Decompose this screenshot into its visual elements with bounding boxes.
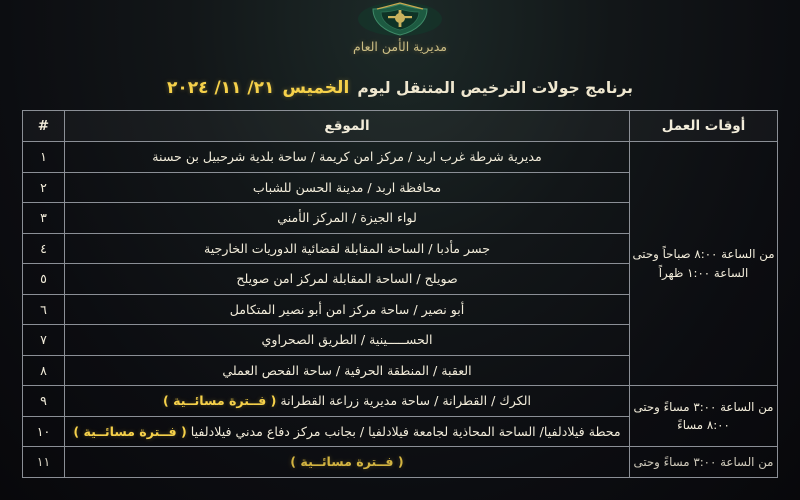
row-number: ٢ bbox=[23, 172, 65, 203]
row-number: ٥ bbox=[23, 264, 65, 295]
location-cell: مديرية شرطة غرب اربد / مركز امن كريمة / ساحة بلدية شرحبيل بن حسنة bbox=[65, 142, 630, 173]
location-cell: العقبة / المنطقة الحرفية / ساحة الفحص العملي bbox=[65, 355, 630, 386]
title-day: الخميس bbox=[282, 78, 350, 98]
location-cell: محافظة اربد / مدينة الحسن للشباب bbox=[65, 172, 630, 203]
location-cell: الحســـــينية / الطريق الصحراوي bbox=[65, 325, 630, 356]
table-body bbox=[23, 142, 778, 478]
row-number: ١ bbox=[23, 142, 65, 173]
location-cell bbox=[65, 447, 630, 478]
schedule-table-container bbox=[22, 110, 778, 500]
page-title bbox=[0, 78, 800, 98]
row-number: ١١ bbox=[23, 447, 65, 478]
row-number: ٤ bbox=[23, 233, 65, 264]
location-cell bbox=[65, 416, 630, 447]
location-cell: لواء الجيزة / المركز الأمني bbox=[65, 203, 630, 234]
schedule-table bbox=[22, 110, 778, 478]
row-number: ٧ bbox=[23, 325, 65, 356]
row-number: ١٠ bbox=[23, 416, 65, 447]
row-number: ٦ bbox=[23, 294, 65, 325]
evening-badge: ( فــترة مسائــية ) bbox=[73, 423, 187, 439]
column-header-location: الموقع bbox=[65, 111, 630, 142]
row-number: ٩ bbox=[23, 386, 65, 417]
location-text: محطة فيلادلفيا/ الساحة المحاذية لجامعة فيلادلفيا / بجانب مركز دفاع مدني فيلادلفيا bbox=[190, 423, 621, 439]
location-cell: جسر مأدبا / الساحة المقابلة لقضائية الدوريات الخارجية bbox=[65, 233, 630, 264]
time-group-morning: من الساعة ٨:٠٠ صباحاً وحتى الساعة ١:٠٠ ظهراً bbox=[630, 142, 778, 386]
table-row bbox=[23, 142, 778, 173]
table-row bbox=[23, 447, 778, 478]
title-prefix: برنامج جولات الترخيص المتنقل ليوم bbox=[357, 79, 633, 97]
table-header-row bbox=[23, 111, 778, 142]
police-emblem-icon bbox=[357, 1, 443, 37]
organization-name: مديرية الأمن العام bbox=[353, 39, 447, 54]
row-number: ٣ bbox=[23, 203, 65, 234]
location-cell bbox=[65, 386, 630, 417]
location-cell: أبو نصير / ساحة مركز امن أبو نصير المتكامل bbox=[65, 294, 630, 325]
time-group-evening-2: من الساعة ٣:٠٠ مساءً وحتى bbox=[630, 447, 778, 478]
title-date: ٢١/ ١١/ ٢٠٢٤ bbox=[167, 78, 275, 98]
table-header bbox=[23, 111, 778, 142]
row-number: ٨ bbox=[23, 355, 65, 386]
location-text: الكرك / القطرانة / ساحة مديرية زراعة القطرانة bbox=[280, 393, 531, 409]
time-group-evening: من الساعة ٣:٠٠ مساءً وحتى ٨:٠٠ مساءً bbox=[630, 386, 778, 447]
column-header-number: # bbox=[23, 111, 65, 142]
evening-badge: ( فــترة مسائــية ) bbox=[163, 393, 277, 409]
location-cell: صويلح / الساحة المقابلة لمركز امن صويلح bbox=[65, 264, 630, 295]
table-row bbox=[23, 386, 778, 417]
evening-badge: ( فــترة مسائــية ) bbox=[290, 454, 404, 470]
column-header-times: أوقات العمل bbox=[630, 111, 778, 142]
header-crest-area bbox=[0, 0, 800, 72]
